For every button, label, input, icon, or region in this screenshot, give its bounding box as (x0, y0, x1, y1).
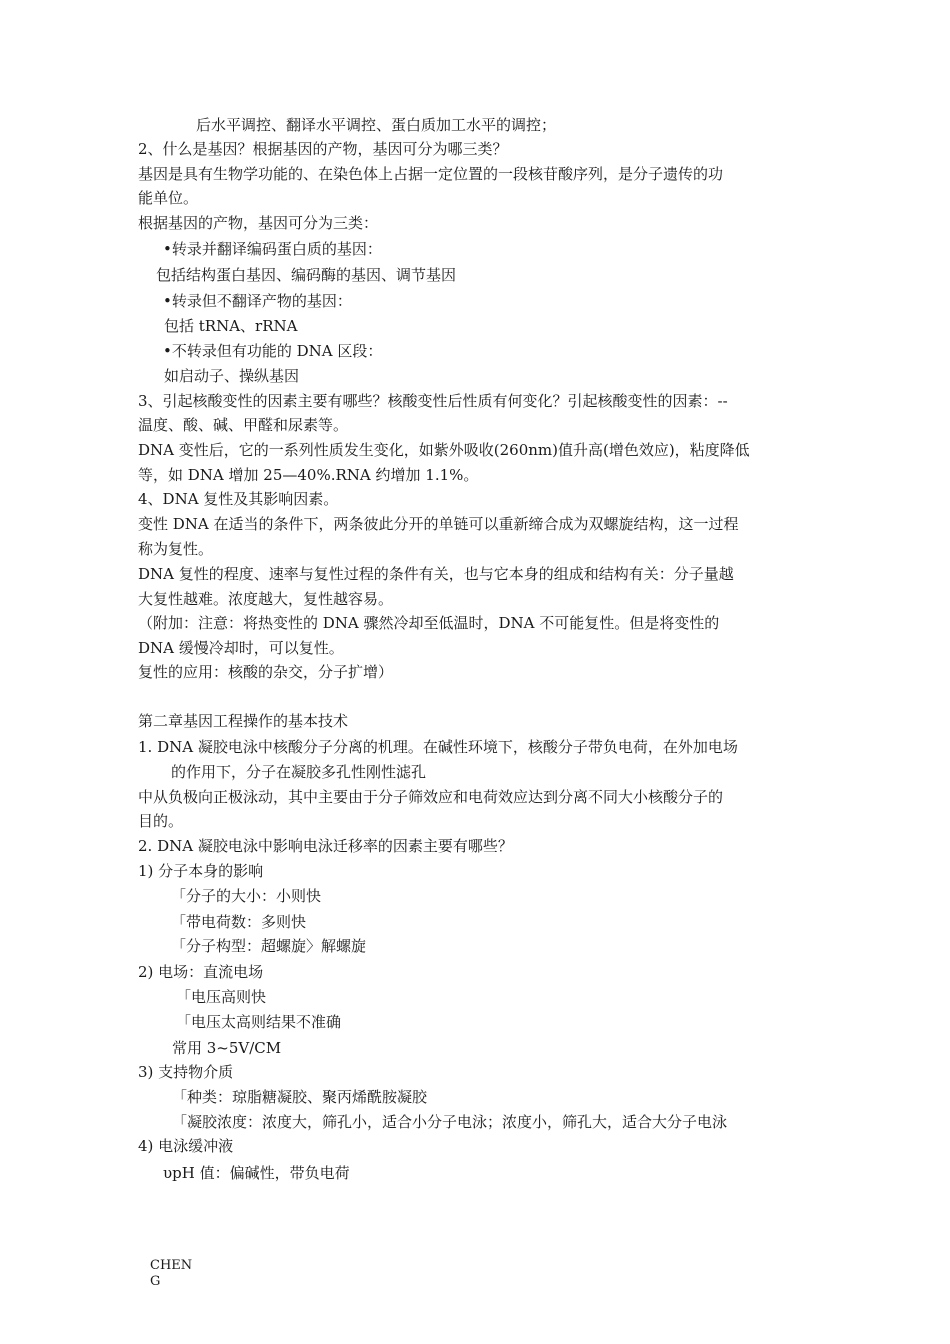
text-line: 的作用下，分子在凝胶多孔性刚性滤孔 (171, 763, 427, 781)
text-line: 包括结构蛋白基因、编码酶的基因、调节基因 (156, 266, 457, 284)
numbered-item: 2. DNA 凝胶电泳中影响电泳迁移率的因素主要有哪些？ (138, 837, 513, 855)
text-line: 目的。 (138, 812, 184, 830)
text-line: 称为复性。 (138, 540, 214, 558)
text-line: 后水平调控、翻译水平调控、蛋白质加工水平的调控； (196, 116, 557, 134)
chapter-heading: 第二章基因工程操作的基本技术 (138, 712, 349, 730)
footer-line: CHEN (150, 1258, 193, 1273)
question-heading: 4、DNA 复性及其影响因素。 (138, 490, 339, 508)
sub-item: 「带电荷数：多则快 (171, 913, 307, 931)
bullet-item: •不转录但有功能的 DNA 区段： (163, 342, 383, 360)
numbered-item: 1. DNA 凝胶电泳中核酸分子分离的机理。在碱性环境下，核酸分子带负电荷，在外加电场 (138, 738, 738, 756)
text-line: DNA 缓慢冷却时，可以复性。 (138, 639, 344, 657)
sub-item: 「电压高则快 (176, 988, 267, 1006)
text-line: 常用 3~5V/CM (172, 1039, 282, 1057)
list-item: 2) 电场：直流电场 (138, 963, 264, 981)
text-line: 如启动子、操纵基因 (164, 367, 300, 385)
question-heading: 2、什么是基因？根据基因的产物，基因可分为哪三类？ (138, 140, 508, 158)
footer-line: G (150, 1274, 161, 1289)
text-line: 大复性越难。浓度越大，复性越容易。 (138, 590, 394, 608)
bullet-item: •转录并翻译编码蛋白质的基因： (163, 240, 382, 258)
sub-item: υpH 值：偏碱性，带负电荷 (163, 1164, 350, 1182)
text-line: DNA 复性的程度、速率与复性过程的条件有关，也与它本身的组成和结构有关：分子量越 (138, 565, 734, 583)
page-footer (150, 1258, 192, 1290)
list-item: 3) 支持物介质 (138, 1063, 234, 1081)
text-line: 变性 DNA 在适当的条件下，两条彼此分开的单链可以重新缔合成为双螺旋结构，这一过程 (138, 515, 739, 533)
sub-item: 「分子的大小：小则快 (171, 887, 322, 905)
sub-item: 「电压太高则结果不准确 (176, 1013, 342, 1031)
text-line: 包括 tRNA、rRNA (164, 317, 298, 335)
text-line: DNA 变性后，它的一系列性质发生变化，如紫外吸收(260nm)值升高(增色效应)，粘度降低 (138, 441, 750, 459)
list-item: 4) 电泳缓冲液 (138, 1137, 234, 1155)
list-item: 1) 分子本身的影响 (138, 862, 264, 880)
sub-item: 「分子构型：超螺旋〉解螺旋 (171, 937, 367, 955)
question-heading: 3、引起核酸变性的因素主要有哪些？核酸变性后性质有何变化？引起核酸变性的因素：-- (138, 392, 728, 410)
text-line: （附加：注意：将热变性的 DNA 骤然冷却至低温时，DNA 不可能复性。但是将变性的 (138, 614, 720, 632)
sub-item: 「种类：琼脂糖凝胶、聚丙烯酰胺凝胶 (172, 1088, 428, 1106)
text-line: 等，如 DNA 增加 25—40%.RNA 约增加 1.1%。 (138, 466, 479, 484)
text-line: 基因是具有生物学功能的、在染色体上占据一定位置的一段核苷酸序列，是分子遗传的功 (138, 165, 724, 183)
text-line: 根据基因的产物，基因可分为三类： (138, 214, 379, 232)
text-line: 能单位。 (138, 189, 199, 207)
text-line: 温度、酸、碱、甲醛和尿素等。 (138, 416, 349, 434)
bullet-item: •转录但不翻译产物的基因： (163, 292, 352, 310)
text-line: 复性的应用：核酸的杂交，分子扩增） (138, 663, 394, 681)
text-line: 中从负极向正极泳动，其中主要由于分子筛效应和电荷效应达到分离不同大小核酸分子的 (138, 788, 724, 806)
sub-item: 「凝胶浓度：浓度大，筛孔小，适合小分子电泳；浓度小，筛孔大，适合大分子电泳 (172, 1113, 728, 1131)
